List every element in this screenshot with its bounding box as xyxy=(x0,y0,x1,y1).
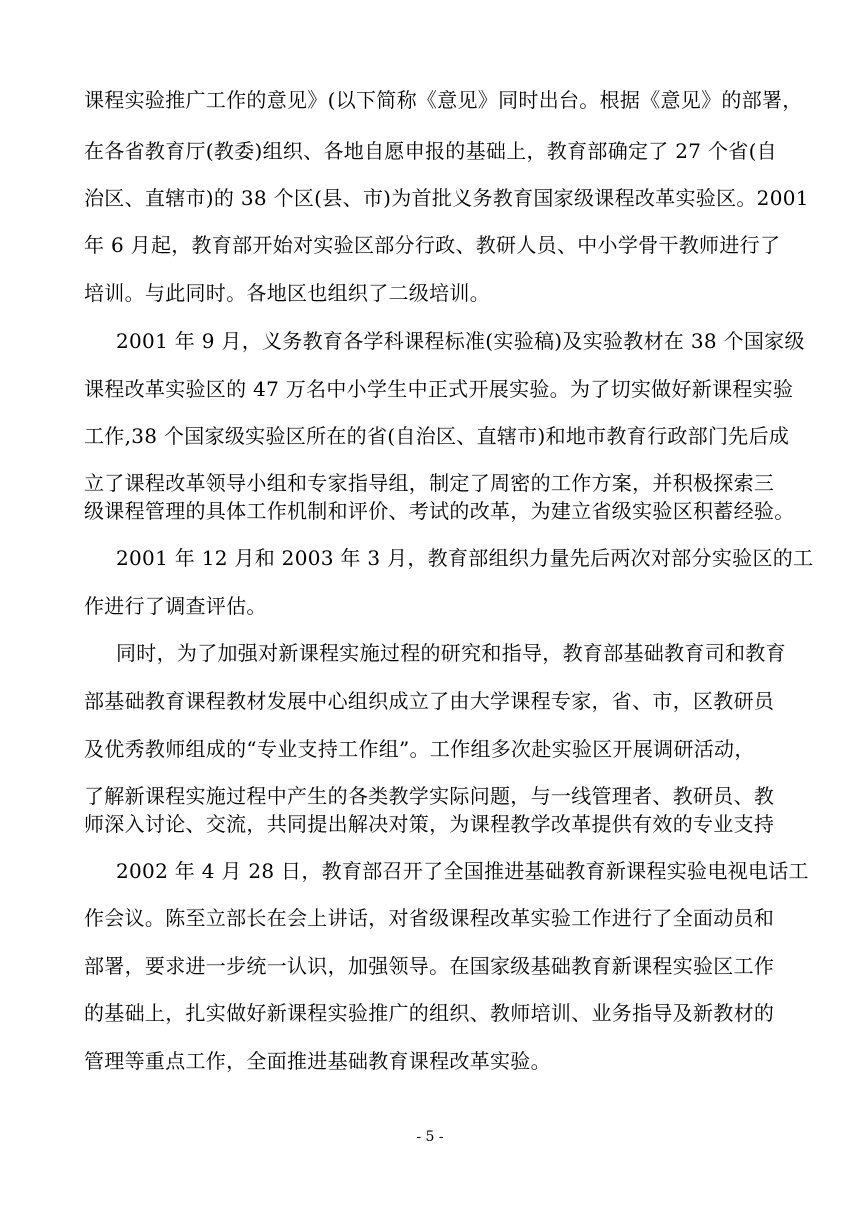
text-line: 课程改革实验区的 47 万名中小学生中正式开展实验。为了切实做好新课程实验 xyxy=(84,377,794,401)
text-line: 师深入讨论、交流，共同提出解决对策，为课程教学改革提供有效的专业支持 xyxy=(84,812,775,836)
text-line: 治区、直辖市)的 38 个区(县、市)为首批义务教育国家级课程改革实验区。2001 xyxy=(84,186,809,210)
page-number: - 5 - xyxy=(416,1129,444,1145)
text-line: 同时，为了加强对新课程实施过程的研究和指导，教育部基础教育司和教育 xyxy=(116,641,786,665)
text-line: 在各省教育厅(教委)组织、各地自愿申报的基础上，教育部确定了 27 个省(自 xyxy=(84,139,777,163)
text-line: 及优秀教师组成的“专业支持工作组”。工作组多次赴实验区开展调研活动， xyxy=(84,737,755,761)
text-line: 的基础上，扎实做好新课程实验推广的组织、教师培训、业务指导及新教材的 xyxy=(84,1001,775,1025)
text-line: 年 6 月起，教育部开始对实验区部分行政、教研人员、中小学骨干教师进行了 xyxy=(84,233,781,257)
text-line: 工作,38 个国家级实验区所在的省(自治区、直辖市)和地市教育行政部门先后成 xyxy=(84,424,790,448)
text-line: 级课程管理的具体工作机制和评价、考试的改革，为建立省级实验区积蓄经验。 xyxy=(84,499,795,523)
text-line: 作进行了调查评估。 xyxy=(84,594,267,618)
text-line: 2001 年 9 月，义务教育各学科课程标准(实验稿)及实验教材在 38 个国家级 xyxy=(116,329,805,353)
text-line: 部基础教育课程教材发展中心组织成立了由大学课程专家，省、市，区教研员 xyxy=(84,689,775,713)
text-line: 了解新课程实施过程中产生的各类教学实际问题，与一线管理者、教研员、教 xyxy=(84,784,775,808)
text-line: 2001 年 12 月和 2003 年 3 月，教育部组织力量先后两次对部分实验区的工 xyxy=(116,546,814,570)
text-line: 立了课程改革领导小组和专家指导组，制定了周密的工作方案，并积极探索三 xyxy=(84,471,775,495)
text-line: 管理等重点工作，全面推进基础教育课程改革实验。 xyxy=(84,1049,551,1073)
text-line: 2002 年 4 月 28 日，教育部召开了全国推进基础教育新课程实验电视电话工 xyxy=(116,859,809,883)
text-line: 课程实验推广工作的意见》(以下简称《意见》同时出台。根据《意见》的部署， xyxy=(84,88,803,112)
text-line: 培训。与此同时。各地区也组织了二级培训。 xyxy=(84,281,490,305)
text-line: 作会议。陈至立部长在会上讲话，对省级课程改革实验工作进行了全面动员和 xyxy=(84,906,775,930)
text-line: 部署，要求进一步统一认识，加强领导。在国家级基础教育新课程实验区工作 xyxy=(84,954,775,978)
